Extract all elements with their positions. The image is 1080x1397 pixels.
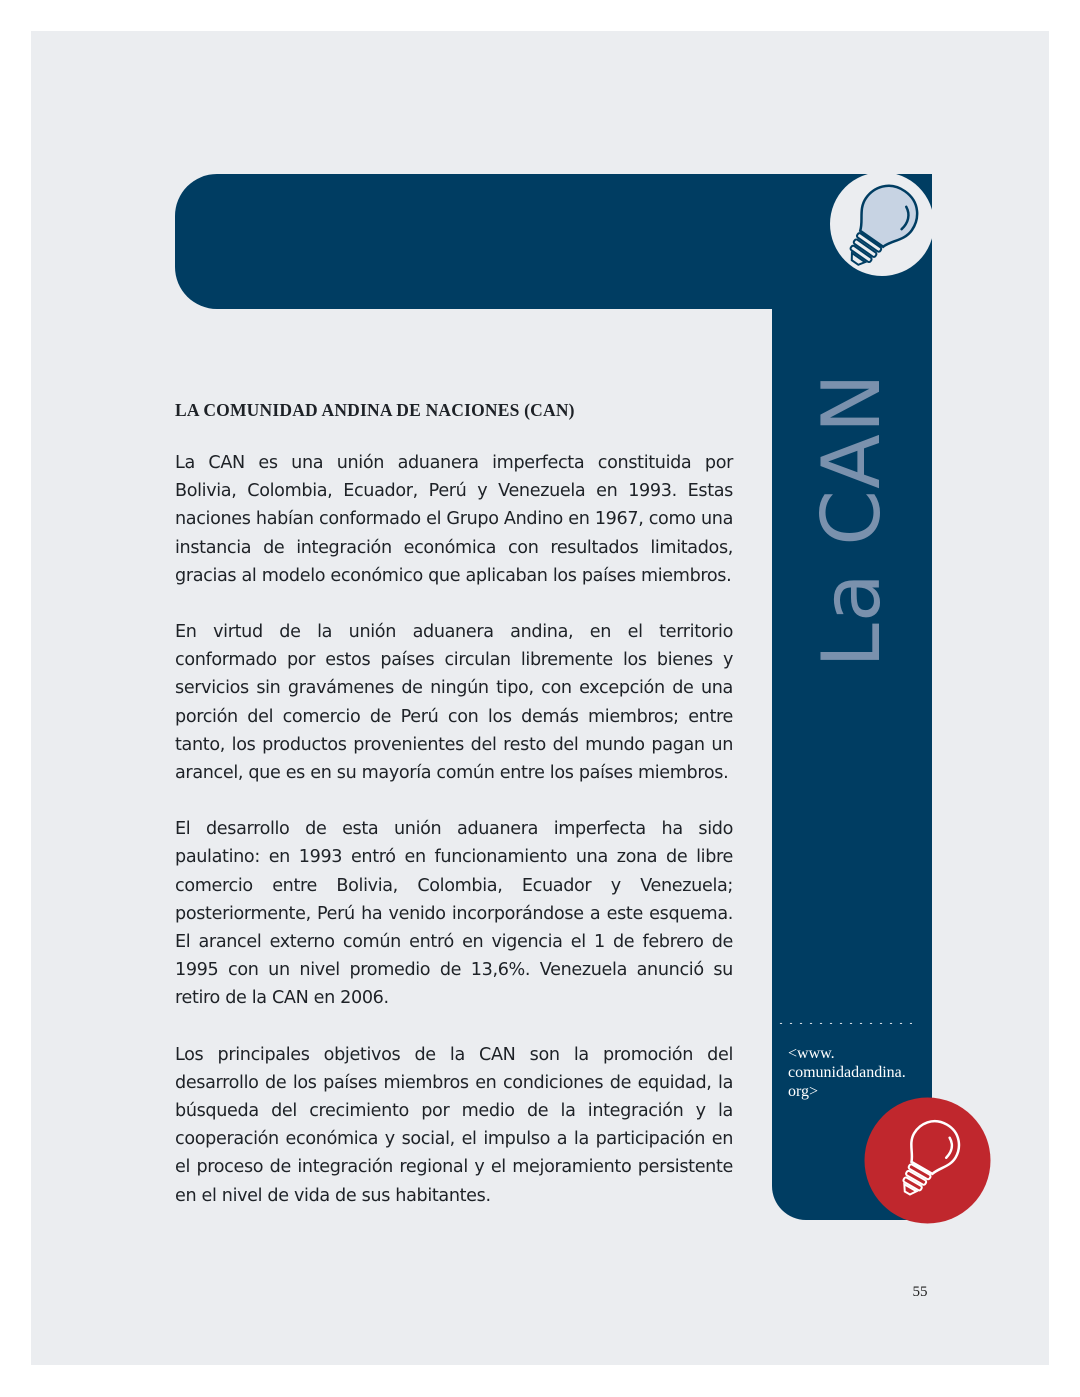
lightbulb-red-icon xyxy=(864,1097,991,1224)
article-heading: LA COMUNIDAD ANDINA DE NACIONES (CAN) xyxy=(175,400,575,420)
article-paragraph-2: En virtud de la unión aduanera andina, en el territorio conformado por estos países circulan libremente los bienes y servicios sin gravámenes de ningún tipo, con excepción de una porción del comercio de Perú con los demás miembros; entre tanto, los productos provenientes del resto del mundo pagan un arancel, que es en su mayoría común entre los países miembros. xyxy=(175,622,733,784)
website-link[interactable]: <www. comunidadandina. org> xyxy=(788,1045,906,1100)
article-paragraph-3: El desarrollo de esta unión aduanera imperfecta ha sido paulatino: en 1993 entró en funcionamiento una zona de libre comercio entre Bolivia, Colombia, Ecuador y Venezuela; posteriormente, Perú ha venido incorporándose a este esquema. El arancel externo común entró en vigencia el 1 de febrero de 1995 con un nivel promedio de 13,6%. Venezuela anunció su retiro de la CAN en 2006. xyxy=(175,819,733,1009)
dotted-divider xyxy=(776,1022,912,1024)
lightbulb-icon xyxy=(830,172,934,276)
article xyxy=(175,398,733,1238)
article-paragraph-1: La CAN es una unión aduanera imperfecta constituida por Bolivia, Colombia, Ecuador, Perú y Venezuela en 1993. Estas naciones habían conformado el Grupo Andino en 1967, como una instancia de integración económica con resultados limitados, gracias al modelo económico que aplicaban los países miembros. xyxy=(175,453,733,586)
page-number: 55 xyxy=(912,1284,928,1300)
article-paragraph-4: Los principales objetivos de la CAN son la promoción del desarrollo de los países miembros en condiciones de equidad, la búsqueda del crecimiento por medio de la integración y la cooperación económica y social, el impulso a la participación en el proceso de integración regional y el mejoramiento persistente en el nivel de vida de sus habitantes. xyxy=(175,1044,733,1206)
sidebar-title: La CAN xyxy=(805,372,898,668)
